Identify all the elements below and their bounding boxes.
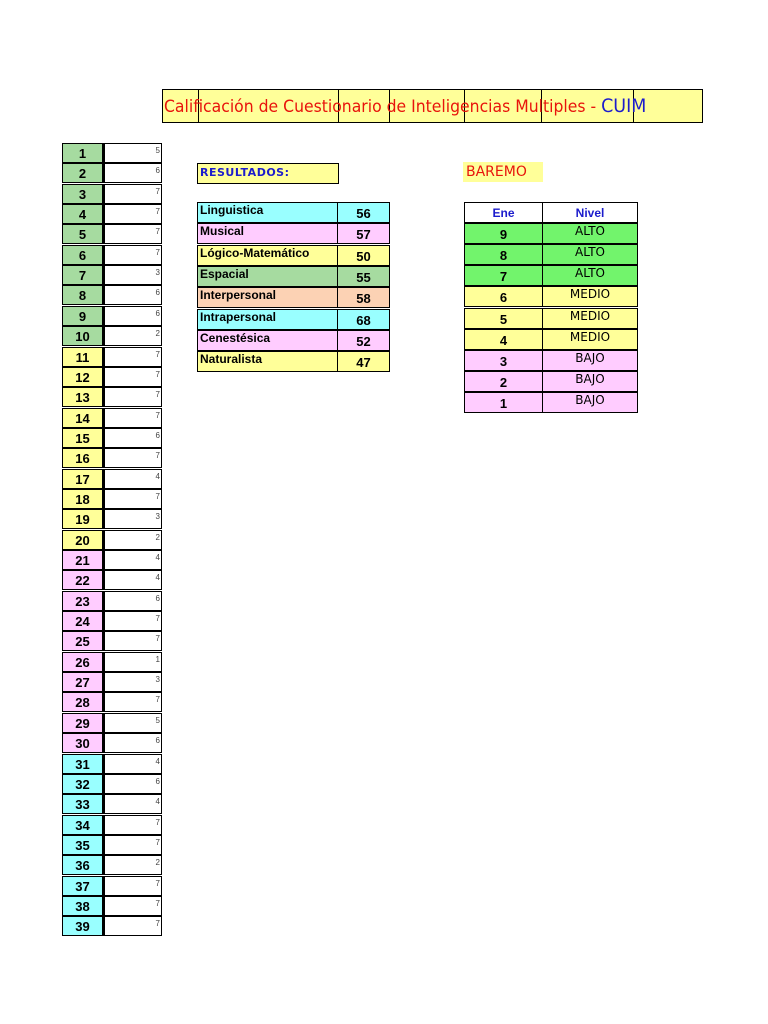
baremo-ene: 9 — [464, 223, 543, 244]
baremo-row — [464, 371, 638, 392]
result-name: Linguistica — [197, 202, 338, 223]
question-number: 34 — [62, 815, 103, 835]
question-number: 23 — [62, 591, 103, 611]
baremo-row — [464, 329, 638, 350]
question-row — [62, 224, 162, 244]
question-row — [62, 306, 162, 326]
question-number: 28 — [62, 692, 103, 712]
question-row — [62, 672, 162, 692]
question-row — [62, 774, 162, 794]
question-row — [62, 204, 162, 224]
baremo-nivel: MEDIO — [542, 286, 638, 307]
question-answer-cell[interactable]: 2 — [103, 326, 162, 346]
baremo-ene: 4 — [464, 329, 543, 350]
question-answer-cell[interactable]: 7 — [103, 347, 162, 367]
question-answer-cell[interactable]: 7 — [103, 448, 162, 468]
question-row — [62, 408, 162, 428]
question-number: 37 — [62, 876, 103, 896]
baremo-nivel: BAJO — [542, 371, 638, 392]
question-number: 20 — [62, 530, 103, 550]
question-row — [62, 794, 162, 814]
question-answer-cell[interactable]: 3 — [103, 509, 162, 529]
baremo-header-ene: Ene — [464, 202, 543, 223]
question-answer-cell[interactable]: 7 — [103, 611, 162, 631]
question-number: 35 — [62, 835, 103, 855]
question-number: 9 — [62, 306, 103, 326]
title-bar — [162, 89, 703, 123]
question-row — [62, 184, 162, 204]
result-name: Musical — [197, 223, 338, 244]
question-number: 8 — [62, 285, 103, 305]
question-row — [62, 754, 162, 774]
question-row — [62, 835, 162, 855]
baremo-ene: 8 — [464, 244, 543, 265]
result-value: 57 — [337, 223, 390, 244]
baremo-nivel: ALTO — [542, 265, 638, 286]
title-main: Calificación de Cuestionario de Inteligencias Multiples - — [164, 97, 602, 117]
baremo-row — [464, 392, 638, 413]
result-name: Espacial — [197, 266, 338, 287]
result-row — [197, 202, 390, 223]
question-row — [62, 591, 162, 611]
question-number: 18 — [62, 489, 103, 509]
question-row — [62, 896, 162, 916]
question-answer-cell[interactable]: 6 — [103, 591, 162, 611]
baremo-row — [464, 244, 638, 265]
question-row — [62, 733, 162, 753]
question-row — [62, 143, 162, 163]
result-name: Intrapersonal — [197, 309, 338, 330]
question-number: 33 — [62, 794, 103, 814]
result-row — [197, 287, 390, 308]
question-row — [62, 916, 162, 936]
question-answer-cell[interactable]: 3 — [103, 672, 162, 692]
question-answer-cell[interactable]: 7 — [103, 204, 162, 224]
result-value: 55 — [337, 266, 390, 287]
question-row — [62, 855, 162, 875]
result-row — [197, 223, 390, 244]
question-answer-cell[interactable]: 5 — [103, 713, 162, 733]
baremo-ene: 2 — [464, 371, 543, 392]
question-answer-cell[interactable]: 5 — [103, 143, 162, 163]
baremo-ene: 3 — [464, 350, 543, 371]
question-row — [62, 652, 162, 672]
baremo-row — [464, 308, 638, 329]
question-row — [62, 428, 162, 448]
question-row — [62, 550, 162, 570]
question-number: 39 — [62, 916, 103, 936]
question-answer-cell[interactable]: 6 — [103, 428, 162, 448]
baremo-nivel: BAJO — [542, 392, 638, 413]
question-row — [62, 876, 162, 896]
question-number: 16 — [62, 448, 103, 468]
baremo-header-row — [464, 202, 638, 223]
question-answer-cell[interactable]: 2 — [103, 530, 162, 550]
question-row — [62, 530, 162, 550]
baremo-nivel: MEDIO — [542, 329, 638, 350]
question-row — [62, 489, 162, 509]
question-answer-cell[interactable]: 7 — [103, 489, 162, 509]
question-number: 38 — [62, 896, 103, 916]
baremo-row — [464, 350, 638, 371]
baremo-nivel: MEDIO — [542, 308, 638, 329]
question-answer-cell[interactable]: 3 — [103, 265, 162, 285]
question-answer-cell[interactable]: 6 — [103, 733, 162, 753]
result-value: 52 — [337, 330, 390, 351]
question-number: 2 — [62, 163, 103, 183]
result-name: Naturalista — [197, 351, 338, 372]
question-number: 32 — [62, 774, 103, 794]
question-answer-cell[interactable]: 1 — [103, 652, 162, 672]
resultados-label: RESULTADOS: — [197, 163, 339, 184]
question-number: 24 — [62, 611, 103, 631]
question-row — [62, 163, 162, 183]
question-number: 3 — [62, 184, 103, 204]
question-row — [62, 245, 162, 265]
question-number: 13 — [62, 387, 103, 407]
question-answer-cell[interactable]: 7 — [103, 876, 162, 896]
baremo-ene: 1 — [464, 392, 543, 413]
result-row — [197, 351, 390, 372]
question-row — [62, 815, 162, 835]
question-answer-cell[interactable]: 7 — [103, 245, 162, 265]
question-answer-cell[interactable]: 4 — [103, 570, 162, 590]
baremo-nivel: ALTO — [542, 244, 638, 265]
question-number: 21 — [62, 550, 103, 570]
question-number: 7 — [62, 265, 103, 285]
baremo-header-nivel: Nivel — [542, 202, 638, 223]
baremo-label: BAREMO — [463, 162, 543, 182]
result-value: 50 — [337, 245, 390, 266]
result-row — [197, 245, 390, 266]
question-row — [62, 469, 162, 489]
result-value: 58 — [337, 287, 390, 308]
question-answer-cell[interactable]: 4 — [103, 469, 162, 489]
question-answer-cell[interactable]: 6 — [103, 163, 162, 183]
question-answer-cell[interactable]: 7 — [103, 835, 162, 855]
question-row — [62, 570, 162, 590]
result-name: Interpersonal — [197, 287, 338, 308]
result-row — [197, 266, 390, 287]
baremo-nivel: ALTO — [542, 223, 638, 244]
question-answer-cell[interactable]: 4 — [103, 794, 162, 814]
question-number: 29 — [62, 713, 103, 733]
baremo-row — [464, 265, 638, 286]
question-row — [62, 692, 162, 712]
question-answer-cell[interactable]: 7 — [103, 896, 162, 916]
question-answer-cell[interactable]: 4 — [103, 754, 162, 774]
question-row — [62, 611, 162, 631]
question-number: 19 — [62, 509, 103, 529]
question-row — [62, 448, 162, 468]
question-answer-cell[interactable]: 7 — [103, 387, 162, 407]
question-row — [62, 326, 162, 346]
title-accent: CUIM — [601, 95, 647, 117]
question-row — [62, 285, 162, 305]
question-answer-cell[interactable]: 7 — [103, 367, 162, 387]
result-name: Cenestésica — [197, 330, 338, 351]
question-answer-cell[interactable]: 7 — [103, 224, 162, 244]
baremo-ene: 6 — [464, 286, 543, 307]
result-value: 56 — [337, 202, 390, 223]
question-answer-cell[interactable]: 7 — [103, 692, 162, 712]
question-row — [62, 631, 162, 651]
result-name: Lógico-Matemático — [197, 245, 338, 266]
question-number: 17 — [62, 469, 103, 489]
question-answer-cell[interactable]: 4 — [103, 550, 162, 570]
question-number: 4 — [62, 204, 103, 224]
question-number: 30 — [62, 733, 103, 753]
question-number: 15 — [62, 428, 103, 448]
baremo-nivel: BAJO — [542, 350, 638, 371]
question-row — [62, 347, 162, 367]
question-number: 26 — [62, 652, 103, 672]
question-answer-cell[interactable]: 7 — [103, 916, 162, 936]
page-title — [164, 92, 646, 121]
question-answer-cell[interactable]: 7 — [103, 631, 162, 651]
question-number: 10 — [62, 326, 103, 346]
baremo-ene: 7 — [464, 265, 543, 286]
question-row — [62, 713, 162, 733]
question-number: 14 — [62, 408, 103, 428]
baremo-row — [464, 223, 638, 244]
question-row — [62, 367, 162, 387]
question-number: 25 — [62, 631, 103, 651]
result-row — [197, 309, 390, 330]
question-row — [62, 387, 162, 407]
baremo-row — [464, 286, 638, 307]
question-number: 1 — [62, 143, 103, 163]
result-value: 47 — [337, 351, 390, 372]
question-answer-cell[interactable]: 2 — [103, 855, 162, 875]
question-row — [62, 265, 162, 285]
question-number: 12 — [62, 367, 103, 387]
baremo-ene: 5 — [464, 308, 543, 329]
question-answer-cell[interactable]: 7 — [103, 408, 162, 428]
question-answer-cell[interactable]: 6 — [103, 285, 162, 305]
question-number: 22 — [62, 570, 103, 590]
question-number: 11 — [62, 347, 103, 367]
question-answer-cell[interactable]: 7 — [103, 815, 162, 835]
question-row — [62, 509, 162, 529]
question-number: 36 — [62, 855, 103, 875]
question-number: 5 — [62, 224, 103, 244]
question-number: 27 — [62, 672, 103, 692]
question-number: 6 — [62, 245, 103, 265]
question-number: 31 — [62, 754, 103, 774]
question-answer-cell[interactable]: 7 — [103, 184, 162, 204]
question-answer-cell[interactable]: 6 — [103, 774, 162, 794]
result-row — [197, 330, 390, 351]
result-value: 68 — [337, 309, 390, 330]
question-answer-cell[interactable]: 6 — [103, 306, 162, 326]
